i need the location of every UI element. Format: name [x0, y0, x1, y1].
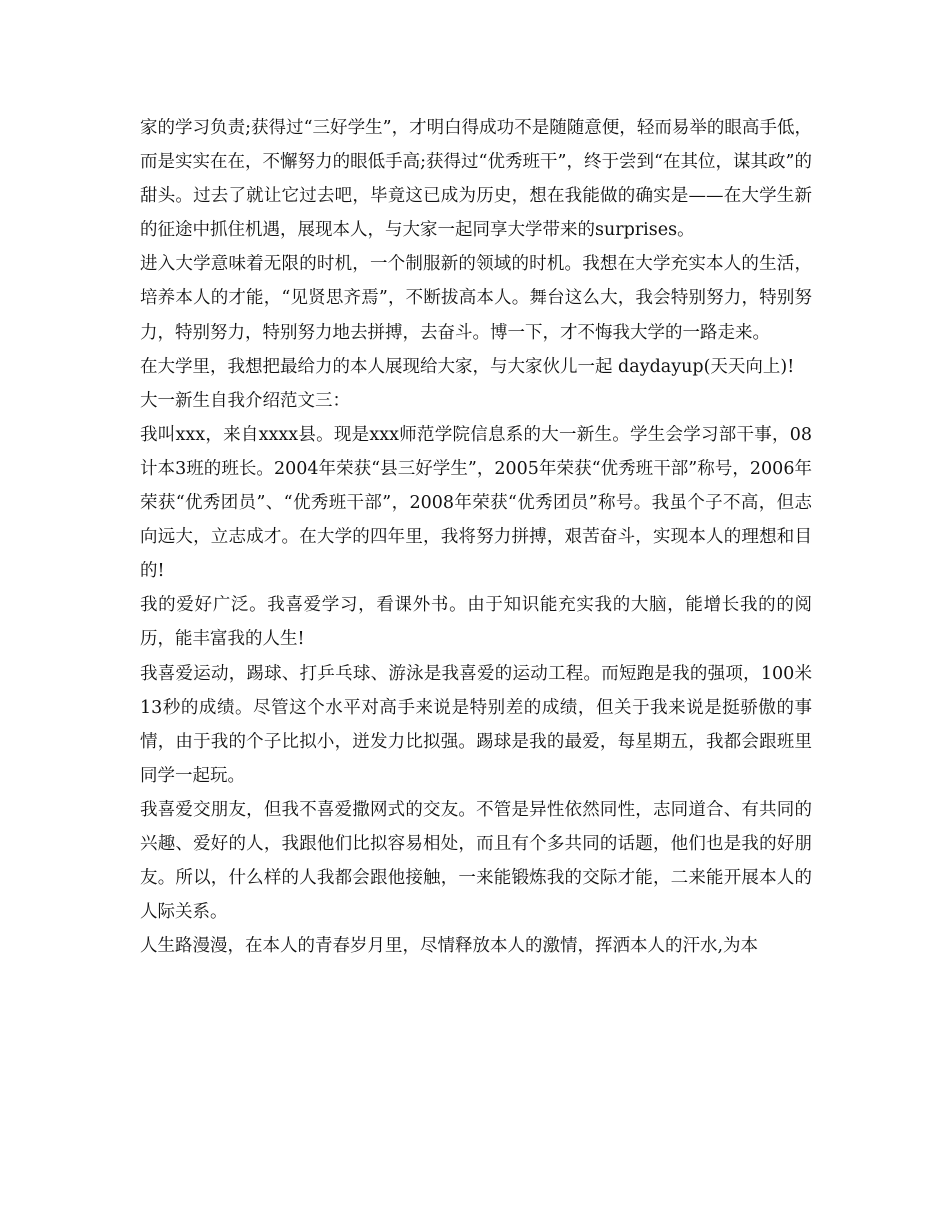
paragraph-3: 在大学里，我想把最给力的本人展现给大家，与大家伙儿一起 daydayup(天天向上)! — [140, 356, 795, 377]
paragraph-8: 人生路漫漫，在本人的青春岁月里，尽情释放本人的激情，挥洒本人的汗水,为本 — [140, 936, 759, 957]
paragraph-6: 我喜爱运动，踢球、打乒乓球、游泳是我喜爱的运动工程。而短跑是我的强项，100米13秒的成绩。尽管这个水平对高手来说是特别差的成绩，但关于我来说是挺骄傲的事情，由于我的个子比拟小，迸发力比拟强。踢球是我的最爱，每星期五，我都会跟班里同学一起玩。 — [140, 663, 812, 786]
document-body — [140, 111, 812, 963]
paragraph-2: 进入大学意味着无限的时机，一个制服新的领域的时机。我想在大学充实本人的生活，培养本人的才能，“见贤思齐焉”，不断拔高本人。舞台这么大，我会特别努力，特别努力，特别努力，特别努力地去拼搏，去奋斗。博一下，才不悔我大学的一路走来。 — [140, 254, 812, 343]
paragraph-4: 我叫xxx，来自xxxx县。现是xxx师范学院信息系的大一新生。学生会学习部干事，08计本3班的班长。2004年荣获“县三好学生”，2005年荣获“优秀班干部”称号，2006年荣获“优秀团员”、“优秀班干部”，2008年荣获“优秀团员”称号。我虽个子不高，但志向远大，立志成才。在大学的四年里，我将努力拼搏，艰苦奋斗，实现本人的理想和目的! — [140, 424, 812, 582]
paragraph-1: 家的学习负责;获得过“三好学生”，才明白得成功不是随随意便，轻而易举的眼高手低，而是实实在在，不懈努力的眼低手高;获得过“优秀班干”，终于尝到“在其位，谋其政”的甜头。过去了就让它过去吧，毕竟这已成为历史，想在我能做的确实是——在大学生新的征途中抓住机遇，展现本人，与大家一起同享大学带来的surprises。 — [140, 118, 812, 241]
paragraph-5: 我的爱好广泛。我喜爱学习，看课外书。由于知识能充实我的大脑，能增长我的的阅历，能丰富我的人生! — [140, 595, 812, 650]
section-heading: 大一新生自我介绍范文三： — [140, 390, 350, 411]
paragraph-7: 我喜爱交朋友，但我不喜爱撒网式的交友。不管是异性依然同性，志同道合、有共同的兴趣、爱好的人，我跟他们比拟容易相处，而且有个多共同的话题，他们也是我的好朋友。所以，什么样的人我都会跟他接触，一来能锻炼我的交际才能，二来能开展本人的人际关系。 — [140, 799, 812, 923]
